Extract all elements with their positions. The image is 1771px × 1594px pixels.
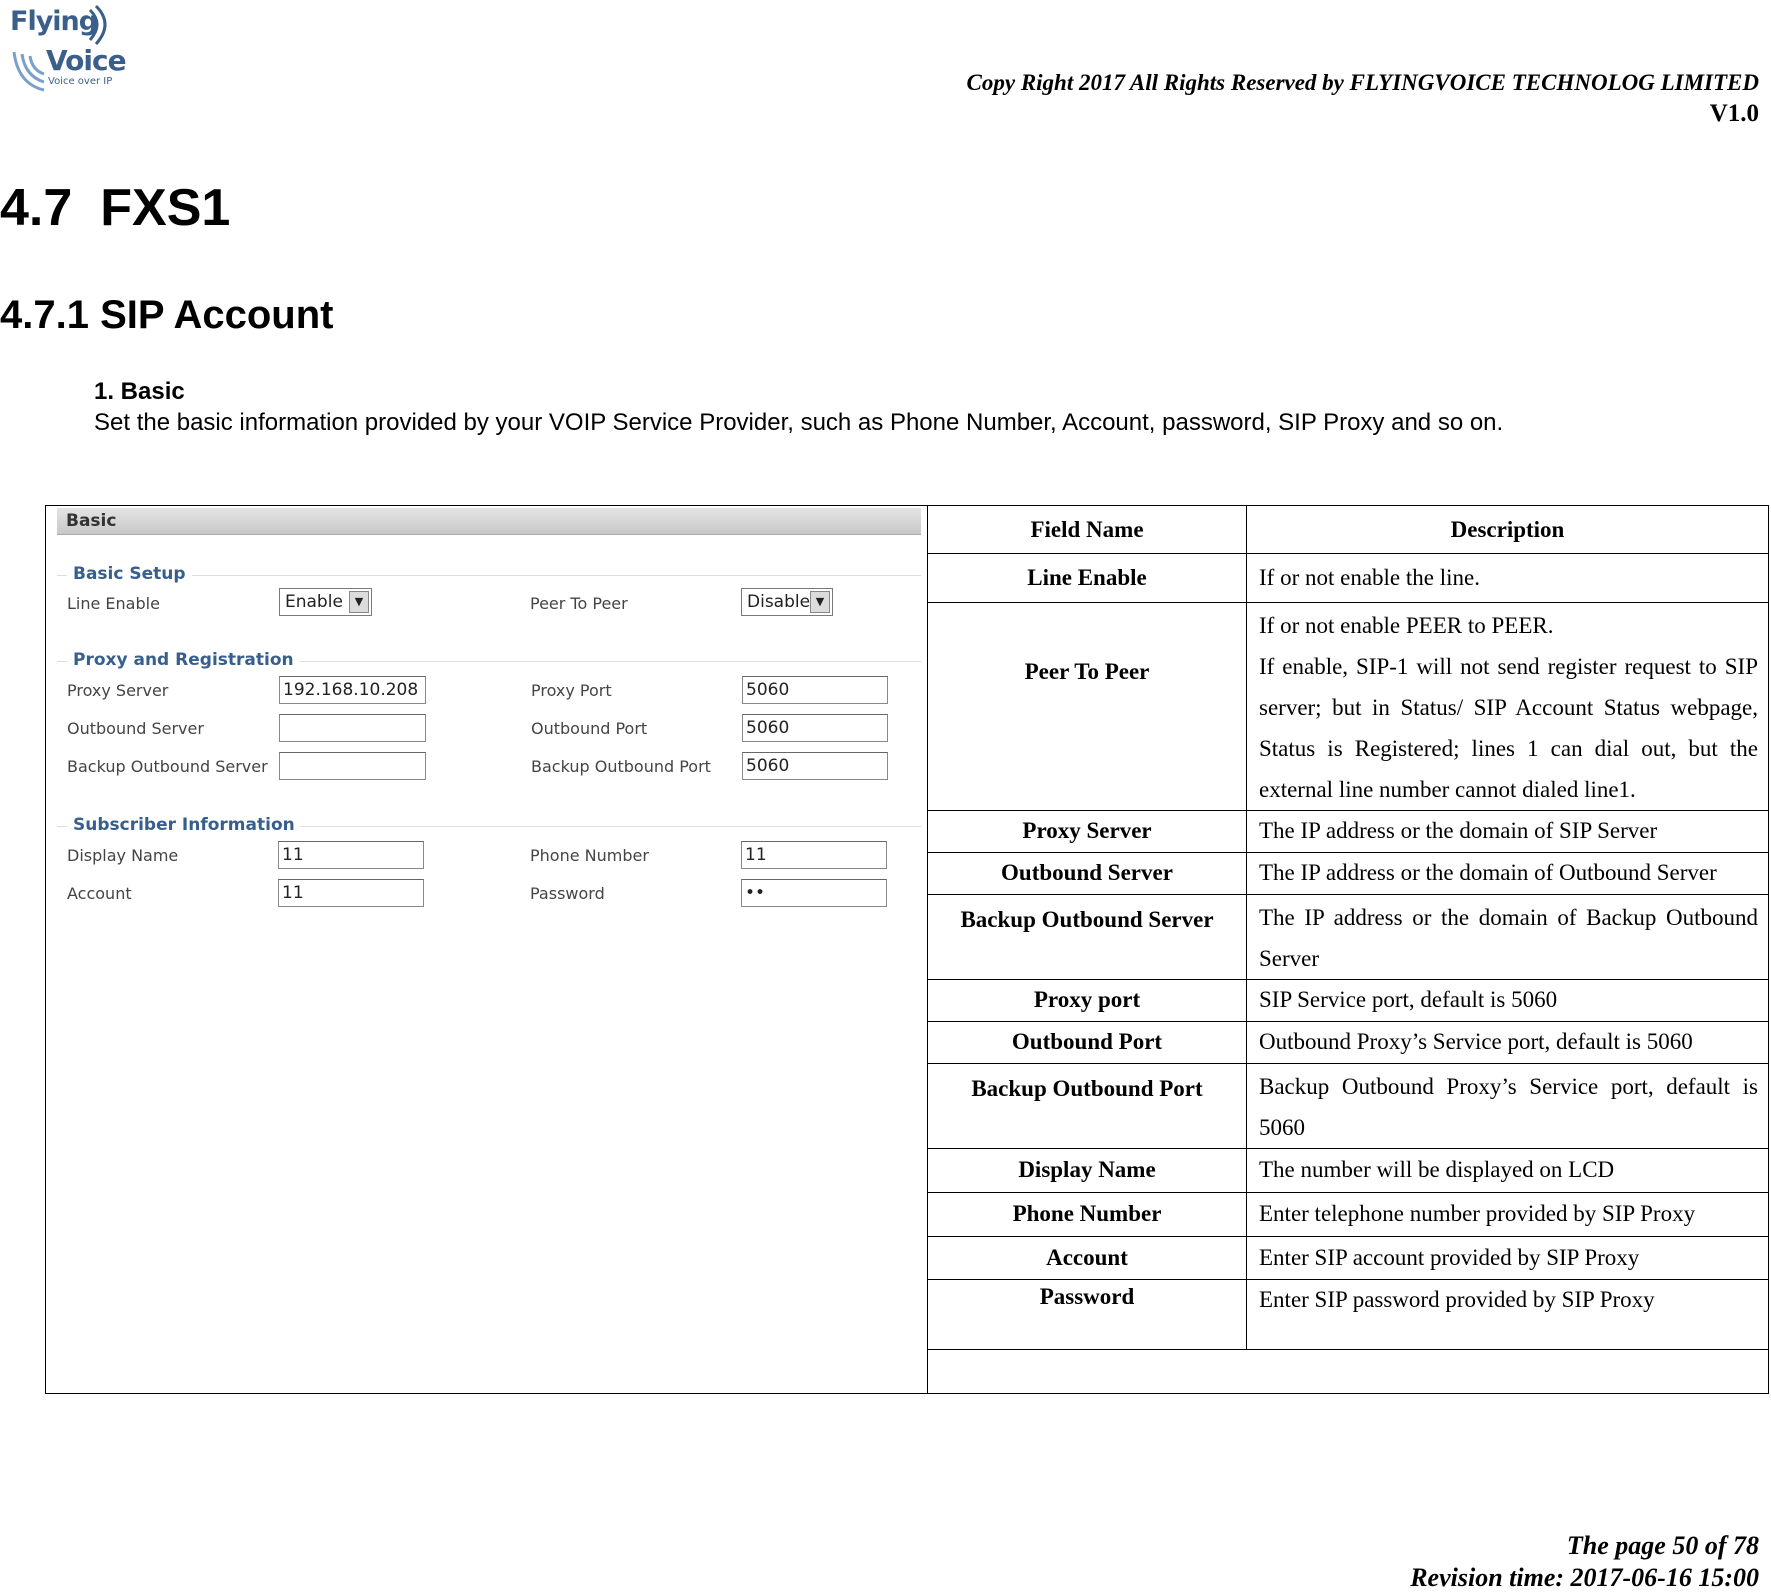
description-cell: SIP Service port, default is 5060 bbox=[1247, 980, 1769, 1022]
description-header: Description bbox=[1247, 506, 1769, 554]
table-row bbox=[928, 603, 1769, 811]
proxy-port-label: Proxy Port bbox=[531, 681, 612, 700]
outbound-server-label: Outbound Server bbox=[67, 719, 204, 738]
table-row bbox=[928, 1064, 1769, 1149]
table-row bbox=[928, 554, 1769, 603]
logo-text-voice: Voice bbox=[46, 44, 126, 77]
backup-outbound-port-input[interactable]: 5060 bbox=[742, 752, 888, 780]
line-enable-label: Line Enable bbox=[67, 594, 160, 613]
description-cell: Enter telephone number provided by SIP Proxy bbox=[1247, 1193, 1769, 1237]
proxy-server-input[interactable]: 192.168.10.208 bbox=[279, 676, 426, 704]
field-name-cell: Display Name bbox=[928, 1149, 1247, 1193]
page-number: The page 50 of 78 bbox=[1566, 1531, 1759, 1560]
subsection-heading: 4.7.1 SIP Account bbox=[0, 293, 334, 337]
table-row bbox=[928, 980, 1769, 1022]
field-name-cell: Proxy Server bbox=[928, 811, 1247, 853]
field-name-header: Field Name bbox=[928, 506, 1247, 554]
peer-to-peer-select[interactable] bbox=[741, 588, 833, 616]
description-cell: Enter SIP password provided by SIP Proxy bbox=[1247, 1280, 1769, 1350]
description-cell: Outbound Proxy’s Service port, default is 5060 bbox=[1247, 1022, 1769, 1064]
table-row bbox=[928, 811, 1769, 853]
field-name-cell: Proxy port bbox=[928, 980, 1247, 1022]
display-name-label: Display Name bbox=[67, 846, 179, 865]
page-footer bbox=[1410, 1530, 1759, 1594]
outbound-server-input[interactable] bbox=[279, 714, 426, 742]
chevron-down-icon[interactable]: ▼ bbox=[810, 591, 830, 613]
section-title: FXS1 bbox=[100, 179, 231, 237]
table-row bbox=[928, 895, 1769, 980]
document-version: V1.0 bbox=[1709, 100, 1759, 127]
peer-to-peer-label: Peer To Peer bbox=[530, 594, 628, 613]
proxy-port-input[interactable]: 5060 bbox=[742, 676, 888, 704]
panel-title: Basic bbox=[57, 508, 921, 535]
field-name-cell: Account bbox=[928, 1237, 1247, 1280]
description-cell: The IP address or the domain of Outbound Server bbox=[1247, 853, 1769, 895]
description-line: If or not enable PEER to PEER. If enable, SIP-1 will not send register request to SIP server; but in Status/ SIP Account Status webpage, Status is Registered; lines 1 can dial out, but the external line number cannot dialed line1. bbox=[1259, 613, 1758, 802]
table-row bbox=[928, 1280, 1769, 1350]
field-name-cell: Password bbox=[928, 1280, 1247, 1350]
description-cell bbox=[1247, 603, 1769, 811]
basic-setup-title: Basic Setup bbox=[67, 564, 192, 584]
subscriber-info-title: Subscriber Information bbox=[67, 815, 301, 835]
field-name-cell: Backup Outbound Port bbox=[928, 1064, 1247, 1149]
description-cell: The IP address or the domain of SIP Server bbox=[1247, 811, 1769, 853]
field-name-cell: Phone Number bbox=[928, 1193, 1247, 1237]
line-enable-select[interactable] bbox=[279, 588, 372, 616]
phone-number-label: Phone Number bbox=[530, 846, 649, 865]
field-name-cell: Outbound Port bbox=[928, 1022, 1247, 1064]
description-cell: Enter SIP account provided by SIP Proxy bbox=[1247, 1237, 1769, 1280]
table-row bbox=[928, 1193, 1769, 1237]
account-input[interactable]: 11 bbox=[278, 879, 424, 907]
field-name-cell: Outbound Server bbox=[928, 853, 1247, 895]
section-heading bbox=[0, 178, 230, 238]
description-cell: If or not enable the line. bbox=[1247, 554, 1769, 603]
company-logo bbox=[8, 4, 126, 94]
revision-time: Revision time: 2017-06-16 15:00 bbox=[1410, 1563, 1759, 1592]
chevron-down-icon[interactable]: ▼ bbox=[349, 591, 369, 613]
description-cell: Backup Outbound Proxy’s Service port, default is 5060 bbox=[1247, 1064, 1769, 1149]
display-name-input[interactable]: 11 bbox=[278, 841, 424, 869]
password-input[interactable]: •• bbox=[741, 879, 887, 907]
field-description-table bbox=[927, 505, 1769, 1350]
backup-outbound-port-label: Backup Outbound Port bbox=[531, 757, 711, 776]
field-name-cell: Line Enable bbox=[928, 554, 1247, 603]
outbound-port-label: Outbound Port bbox=[531, 719, 648, 738]
basic-settings-screenshot bbox=[57, 508, 921, 908]
backup-outbound-server-input[interactable] bbox=[279, 752, 426, 780]
logo-tagline: Voice over IP bbox=[48, 76, 113, 87]
proxy-registration-title: Proxy and Registration bbox=[67, 650, 300, 670]
table-row bbox=[928, 1237, 1769, 1280]
description-cell: The IP address or the domain of Backup Outbound Server bbox=[1247, 895, 1769, 980]
field-name-cell: Backup Outbound Server bbox=[928, 895, 1247, 980]
phone-number-input[interactable]: 11 bbox=[741, 841, 887, 869]
peer-to-peer-value: Disable bbox=[747, 592, 811, 612]
password-label: Password bbox=[530, 884, 605, 903]
table-header-row bbox=[928, 506, 1769, 554]
logo-text-flying: Flying bbox=[10, 6, 98, 37]
item-heading: 1. Basic bbox=[94, 378, 185, 405]
description-cell: The number will be displayed on LCD bbox=[1247, 1149, 1769, 1193]
intro-paragraph: Set the basic information provided by your VOIP Service Provider, such as Phone Number, Account, password, SIP Proxy and so on. bbox=[94, 409, 1504, 436]
outbound-port-input[interactable]: 5060 bbox=[742, 714, 888, 742]
copyright-notice: Copy Right 2017 All Rights Reserved by FLYINGVOICE TECHNOLOG LIMITED bbox=[966, 70, 1759, 95]
line-enable-value: Enable bbox=[285, 592, 343, 612]
table-row bbox=[928, 1149, 1769, 1193]
table-row bbox=[928, 853, 1769, 895]
backup-outbound-server-label: Backup Outbound Server bbox=[67, 757, 268, 776]
section-number: 4.7 bbox=[0, 179, 73, 237]
proxy-server-label: Proxy Server bbox=[67, 681, 169, 700]
table-row bbox=[928, 1022, 1769, 1064]
field-name-cell: Peer To Peer bbox=[928, 603, 1247, 811]
account-label: Account bbox=[67, 884, 132, 903]
